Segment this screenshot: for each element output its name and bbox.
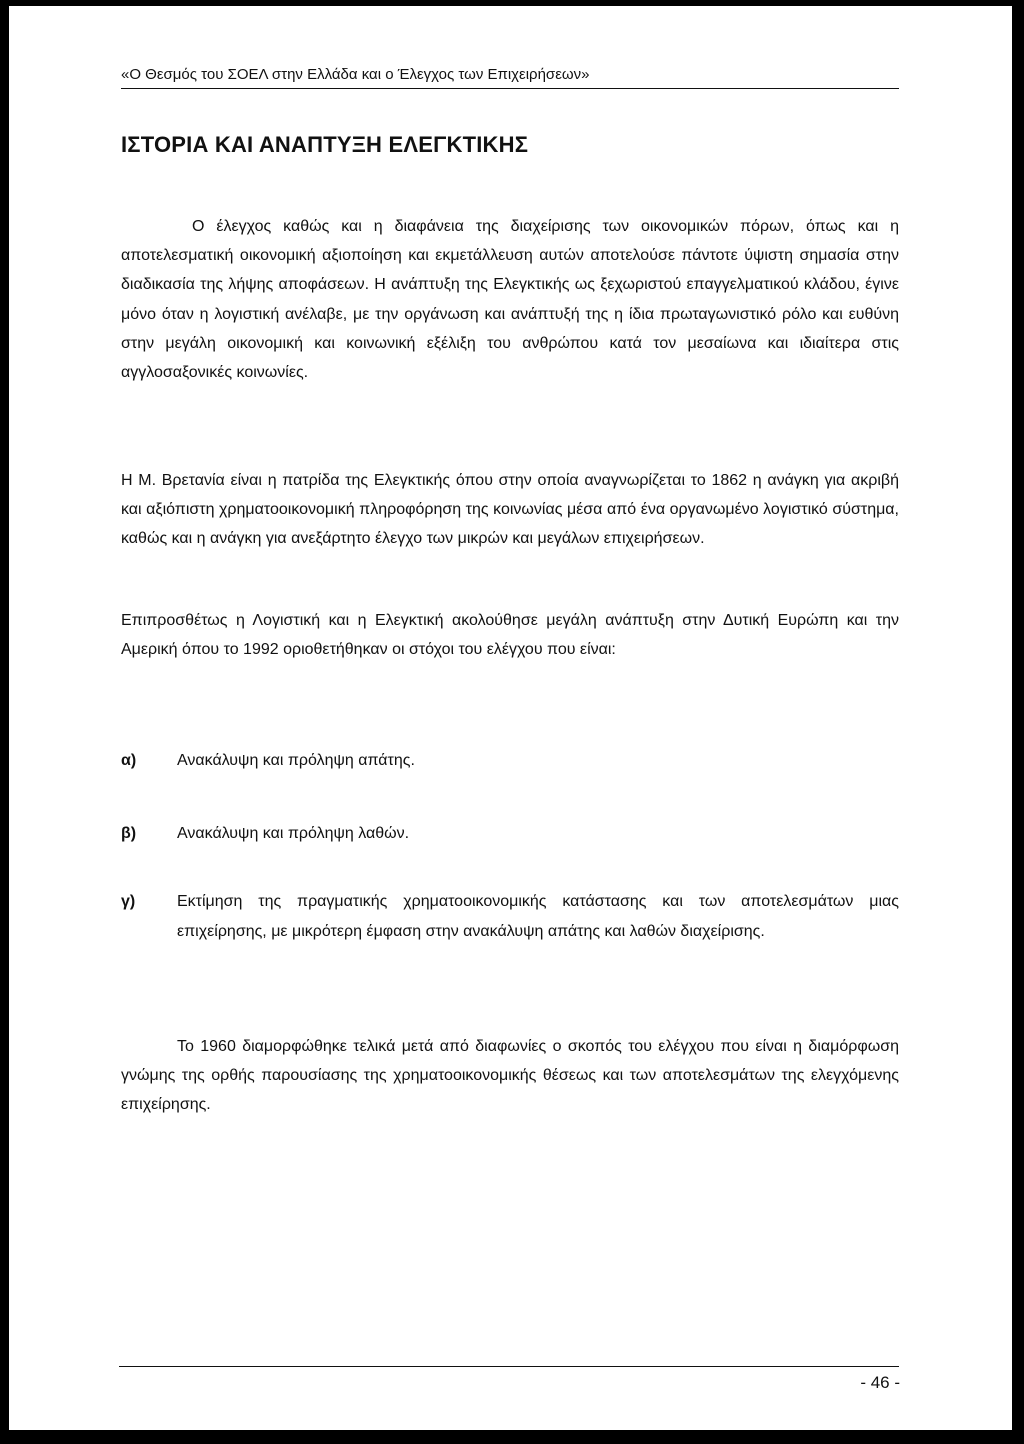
- objective-text: Εκτίμηση της πραγματικής χρηματοοικονομικής κατάστασης και των αποτελεσμάτων μιας επιχείρησης, με μικρότερη έμφαση στην ανακάλυψη απάτης και λαθών διαχείρισης.: [177, 893, 899, 940]
- section-title: ΙΣΤΟΡΙΑ ΚΑΙ ΑΝΑΠΤΥΞΗ ΕΛΕΓΚΤΙΚΗΣ: [121, 132, 529, 157]
- running-header: «Ο Θεσμός του ΣΟΕΛ στην Ελλάδα και ο Έλεγχος των Επιχειρήσεων»: [121, 64, 899, 89]
- objective-text: Ανακάλυψη και πρόληψη λαθών.: [177, 825, 410, 842]
- objective-label: β): [121, 825, 137, 842]
- objective-label: γ): [121, 893, 136, 910]
- objectives-intro-paragraph: Επιπροσθέτως η Λογιστική και η Ελεγκτική ακολούθησε μεγάλη ανάπτυξη στην Δυτική Ευρώπη και την Αμερική όπου το 1992 οριοθετήθηκαν οι στόχοι του ελέγχου που είναι:: [121, 612, 899, 659]
- page-number: - 46 -: [860, 1373, 900, 1392]
- britain-paragraph: Η Μ. Βρετανία είναι η πατρίδα της Ελεγκτικής όπου στην οποία αναγνωρίζεται το 1862 η ανάγκη για ακριβή και αξιόπιστη χρηματοοικονομική πληροφόρηση της κοινωνίας μέσα από ένα οργανωμένο λογιστικό σύστημα, καθώς και η ανάγκη για ανεξάρτητο έλεγχο των μικρών και μεγάλων επιχειρήσεων.: [121, 472, 899, 548]
- footer-divider: [119, 1366, 899, 1367]
- purpose-paragraph: Το 1960 διαμορφώθηκε τελικά μετά από διαφωνίες ο σκοπός του ελέγχου που είναι η διαμόρφωση γνώμης της ορθής παρουσίασης της χρηματοοικονομικής θέσεως και των αποτελεσμάτων της ελεγχόμενης επιχείρησης.: [121, 1038, 899, 1114]
- objective-item: [121, 746, 899, 776]
- objective-item: [121, 887, 899, 947]
- objective-label: α): [121, 752, 137, 769]
- objective-text: Ανακάλυψη και πρόληψη απάτης.: [177, 752, 415, 769]
- objective-item: [121, 819, 899, 849]
- intro-paragraph: Ο έλεγχος καθώς και η διαφάνεια της διαχείρισης των οικονομικών πόρων, όπως και η αποτελεσματική οικονομική αξιοποίηση και εκμετάλλευση αυτών αποτελούσε πάντοτε ύψιστη σημασία στην διαδικασία της λήψης αποφάσεων. Η ανάπτυξη της Ελεγκτικής ως ξεχωριστού επαγγελματικού κλάδου, έγινε μόνο όταν η λογιστική ανέλαβε, με την οργάνωση και ανάπτυξή της η ίδια πρωταγωνιστικό ρόλο και ευθύνη στην μεγάλη οικονομική και κοινωνική εξέλιξη του ανθρώπου κατά τον μεσαίωνα και ιδιαίτερα στις αγγλοσαξονικές κοινωνίες.: [121, 218, 899, 382]
- document-page: [9, 6, 1012, 1430]
